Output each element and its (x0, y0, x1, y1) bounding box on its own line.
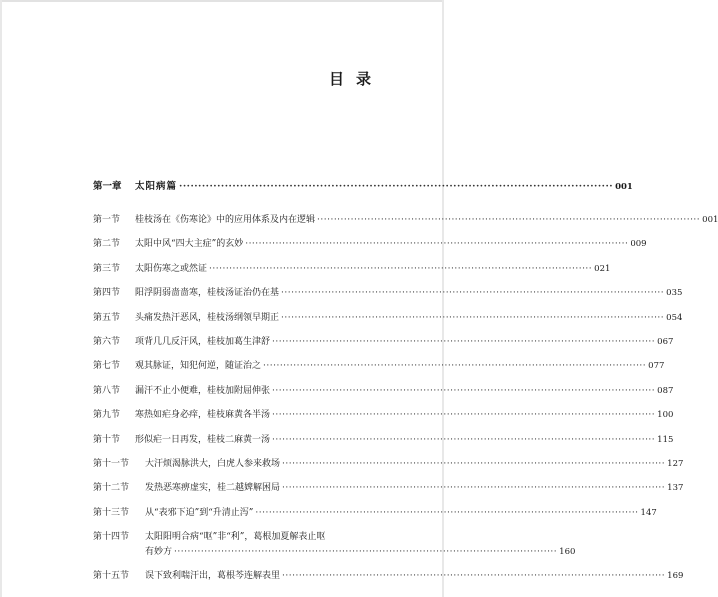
toc-entry[interactable] (93, 432, 674, 445)
leader-dots (263, 361, 646, 371)
leader-dots (282, 571, 665, 581)
toc-entry[interactable] (93, 407, 674, 421)
table-of-contents (93, 178, 718, 593)
section-page: 127 (667, 458, 684, 469)
section-number: 第四节 (93, 288, 121, 299)
leader-dots (272, 410, 655, 420)
section-number: 第十四节 (93, 532, 130, 543)
leader-dots (272, 386, 655, 396)
toc-entry[interactable] (93, 310, 683, 323)
section-number: 第九节 (93, 410, 121, 421)
section-title: 项背几几反汗风，桂枝加葛生津舒 (135, 336, 271, 347)
leader-dots (174, 547, 557, 557)
section-page: 160 (559, 547, 576, 558)
section-title: 太阳中风“四大主症”的玄妙 (135, 239, 244, 250)
section-number: 第七节 (93, 361, 121, 372)
leader-dots (281, 313, 664, 323)
section-title: 从“表邪下迫”到“升清止泻” (145, 507, 254, 518)
section-number: 第三节 (93, 263, 121, 274)
section-title: 太阳阳明合病“呕”非“利”，葛根加夏解表止呕 (145, 532, 326, 543)
section-page: 147 (640, 507, 657, 518)
section-page: 035 (666, 288, 683, 299)
leader-dots (272, 337, 655, 347)
section-page: 001 (702, 215, 718, 225)
leader-dots (179, 181, 613, 192)
toc-entry[interactable] (93, 505, 657, 518)
section-title-continued: 有妙方 (145, 547, 173, 558)
toc-entry[interactable] (93, 236, 647, 250)
section-page: 100 (657, 410, 674, 421)
page-top-edge (0, 0, 444, 2)
leader-dots (245, 239, 628, 249)
section-title: 发热恶寒痹虚实，桂二越婢解困局 (145, 483, 281, 494)
section-page: 087 (657, 385, 674, 396)
section-title: 误下致利喘汗出，葛根芩连解表里 (145, 571, 281, 582)
section-page: 169 (667, 571, 684, 582)
page-title-char-2: 录 (356, 70, 372, 88)
leader-dots (255, 508, 638, 518)
toc-entry[interactable] (93, 529, 576, 558)
section-title: 大汗烦渴脉洪大，白虎人参来救场 (145, 458, 281, 469)
section-number: 第一节 (93, 215, 121, 225)
page-title-char-1: 目 (329, 70, 345, 88)
toc-entry[interactable] (93, 358, 665, 372)
section-title: 观其脉证，知犯何逆，随证治之 (135, 361, 262, 372)
section-title: 漏汗不止小便难，桂枝加附屈伸张 (135, 385, 271, 396)
page-left-edge (0, 0, 2, 597)
leader-dots (282, 483, 665, 493)
leader-dots (209, 264, 592, 274)
section-number: 第二节 (93, 239, 121, 250)
chapter-page: 001 (615, 182, 633, 192)
section-page: 115 (657, 434, 674, 445)
section-page: 054 (666, 312, 683, 323)
section-title: 寒热如疟身必痒，桂枝麻黄各半汤 (135, 410, 271, 421)
toc-entry[interactable] (93, 456, 684, 469)
toc-entry[interactable] (93, 261, 611, 274)
toc-entry[interactable] (93, 212, 718, 225)
section-title: 形似疟一日再发，桂枝二麻黄一汤 (135, 434, 271, 445)
section-number: 第十二节 (93, 483, 130, 494)
section-title: 阳浮阴弱啬啬寒，桂枝汤证治仍在基 (135, 288, 280, 299)
section-page: 067 (657, 336, 674, 347)
section-number: 第八节 (93, 385, 121, 396)
chapter-entry[interactable] (93, 178, 633, 192)
toc-entry[interactable] (93, 480, 684, 494)
section-number: 第十五节 (93, 571, 130, 582)
toc-entry[interactable] (93, 334, 674, 347)
toc-entry[interactable] (93, 285, 683, 299)
leader-dots (282, 459, 665, 469)
section-number: 第十一节 (93, 458, 130, 469)
section-page: 077 (648, 361, 665, 372)
section-page: 009 (630, 239, 647, 250)
section-title: 太阳伤寒之或然证 (135, 263, 208, 274)
section-number: 第五节 (93, 312, 121, 323)
section-title: 桂枝汤在《伤寒论》中的应用体系及内在逻辑 (135, 215, 316, 225)
chapter-title: 太阳病篇 (135, 181, 178, 192)
section-page: 137 (667, 483, 684, 494)
section-page: 021 (594, 263, 611, 274)
chapter-number: 第一章 (93, 181, 122, 192)
section-number: 第十节 (93, 434, 121, 445)
toc-entry[interactable] (93, 383, 674, 396)
section-number: 第十三节 (93, 507, 130, 518)
section-number: 第六节 (93, 336, 121, 347)
leader-dots (272, 435, 655, 445)
section-title: 头痛发热汗恶风，桂枝汤纲领早期正 (135, 312, 280, 323)
toc-entry[interactable] (93, 568, 684, 582)
leader-dots (281, 288, 664, 298)
leader-dots (317, 215, 700, 225)
